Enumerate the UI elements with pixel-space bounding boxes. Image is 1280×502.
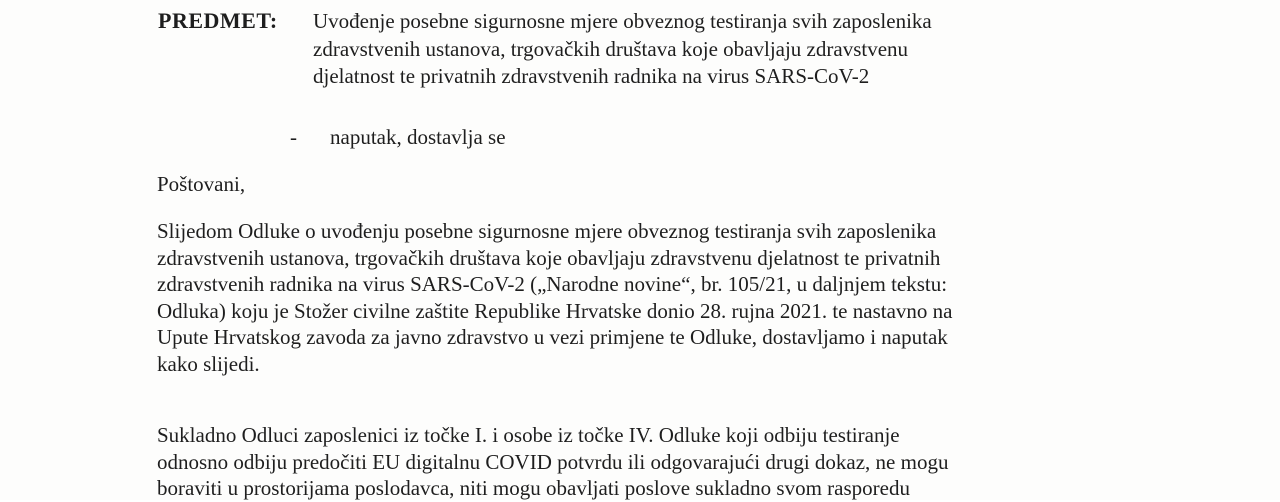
subject-label: PREDMET: bbox=[158, 8, 278, 33]
subject-line: zdravstvenih ustanova, trgovačkih društava koje obavljaju zdravstvenu bbox=[313, 36, 909, 61]
subject-line: Uvođenje posebne sigurnosne mjere obveznog testiranja svih zaposlenika bbox=[313, 9, 932, 33]
paragraph-line: Slijedom Odluke o uvođenju posebne sigurnosne mjere obveznog testiranja svih zaposlenika bbox=[157, 219, 937, 243]
subject-line: djelatnost te privatnih zdravstvenih radnika na virus SARS-CoV-2 bbox=[313, 64, 870, 88]
subject-text bbox=[313, 8, 932, 91]
bullet-text: naputak, dostavlja se bbox=[330, 125, 506, 149]
bullet-dash: - bbox=[290, 125, 297, 149]
paragraph-line: boraviti u prostorijama poslodavca, niti mogu obavljati poslove sukladno svom rasporedu bbox=[157, 476, 910, 500]
paragraph-1 bbox=[157, 218, 952, 377]
paragraph-line: Sukladno Odluci zaposlenici iz točke I. i osobe iz točke IV. Odluke koji odbiju testiranje bbox=[157, 423, 900, 447]
paragraph-2 bbox=[157, 422, 948, 502]
paragraph-line: kako slijedi. bbox=[157, 351, 260, 376]
paragraph-line: odnosno odbiju predočiti EU digitalnu COVID potvrdu ili odgovarajući drugi dokaz, ne mogu bbox=[157, 449, 949, 474]
greeting: Poštovani, bbox=[157, 172, 246, 196]
paragraph-line: Odluka) koju je Stožer civilne zaštite Republike Hrvatske donio 28. rujna 2021. te nastavno na bbox=[157, 298, 953, 323]
paragraph-line: zdravstvenih ustanova, trgovačkih društava koje obavljaju zdravstvenu djelatnost te privatnih bbox=[157, 245, 941, 270]
paragraph-line: zdravstvenih radnika na virus SARS-CoV-2 („Narodne novine“, br. 105/21, u daljnjem tekstu: bbox=[157, 272, 948, 296]
paragraph-line: Upute Hrvatskog zavoda za javno zdravstvo u vezi primjene te Odluke, dostavljamo i naputak bbox=[157, 325, 948, 349]
